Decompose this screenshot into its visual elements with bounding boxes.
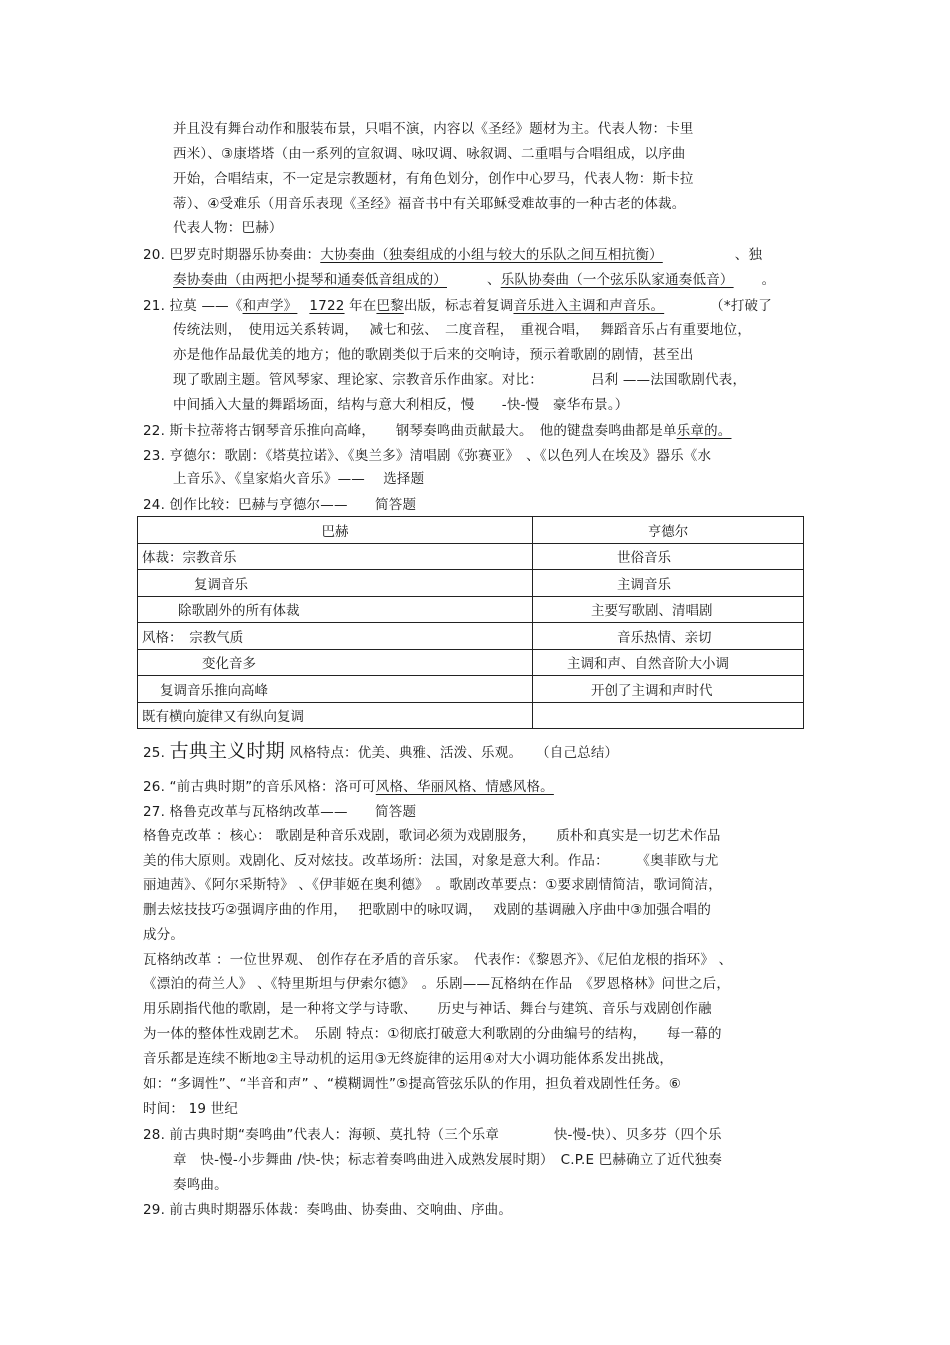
table-row <box>138 570 804 597</box>
text-line: 开始，合唱结束，不一定是宗教题材，有角色划分，创作中心罗马，代表人物：斯卡拉 <box>173 171 694 187</box>
item-22-text: 22. 斯卡拉蒂将古钢琴音乐推向高峰， 钢琴奏鸣曲贡献最大。 他的键盘奏鸣曲都是单 <box>143 423 677 439</box>
table-row <box>138 676 804 703</box>
text-line: 29. 前古典时期器乐体裁：奏鸣曲、协奏曲、交响曲、序曲。 <box>143 1202 513 1218</box>
table-cell: 开创了主调和声时代 <box>533 676 804 703</box>
table-cell: 世俗音乐 <box>533 543 804 570</box>
comparison-table <box>137 516 804 729</box>
table-cell <box>533 702 804 729</box>
text-line: 丽迪茜》、《阿尔采斯特》 、《伊菲姬在奥利德》 。歌剧改革要点：①要求剧情简洁，歌词简洁， <box>143 877 722 893</box>
text-line: 中间插入大量的舞蹈场面，结构与意大利相反，慢 -快-慢 豪华布景。） <box>173 397 629 413</box>
table-header-row <box>138 517 804 544</box>
text-line: 并且没有舞台动作和服装布景，只唱不演，内容以《圣经》题材为主。代表人物：卡里 <box>173 121 694 137</box>
table-cell: 主调和声、自然音阶大小调 <box>533 649 804 676</box>
item-20-underlined-2: 奏协奏曲（由两把小提琴和通奏低音组成的） <box>173 272 447 288</box>
item-24-heading: 24. 创作比较：巴赫与亨德尔—— 简答题 <box>143 497 417 513</box>
table-cell: 风格： 宗教气质 <box>138 623 533 650</box>
text-line: 章 快-慢-小步舞曲 /快-快；标志着奏鸣曲进入成熟发展时期） C.P.E 巴赫确立了近代独奏 <box>173 1152 722 1168</box>
table-row <box>138 596 804 623</box>
underline-blank <box>664 297 702 315</box>
table-cell: 既有横向旋律又有纵向复调 <box>138 702 533 729</box>
item-20-line1 <box>143 246 762 264</box>
text-line: 23. 亨德尔：歌剧：《塔莫拉诺》、《奥兰多》清唱剧《弥赛亚》 、《以色列人在埃及》器乐《水 <box>143 448 712 464</box>
table-row <box>138 649 804 676</box>
table-row <box>138 623 804 650</box>
table-cell: 除歌剧外的所有体裁 <box>138 596 533 623</box>
item-21-underlined: 音乐进入主调和声音乐。 <box>513 298 665 314</box>
item-25-number: 25. <box>143 745 170 761</box>
item-21-line1 <box>143 297 772 315</box>
table-cell: 变化音多 <box>138 649 533 676</box>
table-cell: 主调音乐 <box>533 570 804 597</box>
text-line: 用乐剧指代他的歌剧，是一种将文学与诗歌、 历史与神话、舞台与建筑、音乐与戏剧创作融 <box>143 1001 712 1017</box>
item-21-book: 和声学》 <box>242 298 298 314</box>
item-22 <box>143 422 731 440</box>
text-line: 上音乐》、《皇家焰火音乐》—— 选择题 <box>173 471 425 487</box>
text-line: 28. 前古典时期“奏鸣曲”代表人：海顿、莫扎特（三个乐章 快-慢-快）、贝多芬（四个乐 <box>143 1127 722 1143</box>
table-header-handel: 亨德尔 <box>533 517 804 544</box>
table-cell: 复调音乐推向高峰 <box>138 676 533 703</box>
item-21-text-2: 出版，标志着复调 <box>403 298 514 314</box>
item-20-separator: 、 <box>487 272 501 288</box>
item-25-text: 风格特点：优美、典雅、活泼、乐观。 （自己总结） <box>284 745 619 761</box>
text-line: 亦是他作品最优美的地方；他的歌剧类似于后来的交响诗，预示着歌剧的剧情，甚至出 <box>173 347 694 363</box>
table-cell: 音乐热情、亲切 <box>533 623 804 650</box>
table-cell: 主要写歌剧、清唱剧 <box>533 596 804 623</box>
item-26 <box>143 778 594 796</box>
text-line: 美的伟大原则。戏剧化、反对炫技。改革场所：法国，对象是意大利。作品： 《奥菲欧与尤 <box>143 853 719 869</box>
text-line: 音乐都是连续不断地②主导动机的运用③无终旋律的运用④对大小调功能体系发出挑战， <box>143 1051 674 1067</box>
text-line: 西米）、③康塔塔（由一系列的宣叙调、咏叹调、咏叙调、二重唱与合唱组成，以序曲 <box>173 146 686 162</box>
text-line: 现了歌剧主题。管风琴家、理论家、宗教音乐作曲家。对比： 吕利 ——法国歌剧代表， <box>173 372 747 388</box>
text-line: 瓦格纳改革 ：一位世界观、 创作存在矛盾的音乐家。 代表作：《黎恩齐》、《尼伯龙根的指环》 、 <box>143 952 733 968</box>
item-27-heading: 27. 格鲁克改革与瓦格纳改革—— 简答题 <box>143 804 417 820</box>
text-line: 如：“多调性”、“半音和声” 、“模糊调性”⑤提高管弦乐队的作用，担负着戏剧性任务。⑥ <box>143 1076 682 1092</box>
table-row <box>138 543 804 570</box>
item-25 <box>143 739 618 765</box>
table-row <box>138 702 804 729</box>
item-22-underlined: 乐章的。 <box>676 423 732 439</box>
item-20-suffix: 、独 <box>734 247 763 263</box>
underline-blank <box>554 778 594 796</box>
table-header-bach: 巴赫 <box>138 517 533 544</box>
text-line: 《漂泊的荷兰人》 、《特里斯坦与伊索尔德》 。乐剧——瓦格纳在作品 《罗恩格林》问世之后， <box>143 976 731 992</box>
item-20-line2 <box>173 271 775 289</box>
item-21-city: 巴黎 <box>376 298 404 314</box>
text-line: 传统法则， 使用远关系转调， 减七和弦、 二度音程， 重视合唱， 舞蹈音乐占有重要地位， <box>173 322 752 338</box>
item-20-underlined-3: 乐队协奏曲（一个弦乐队家通奏低音） <box>500 272 734 288</box>
item-20-prefix: 20. 巴罗克时期器乐协奏曲： <box>143 247 321 263</box>
text-line: 格鲁克改革 ：核心： 歌剧是种音乐戏剧，歌词必须为戏剧服务， 质朴和真实是一切艺术作品 <box>143 828 721 844</box>
text-line: 成分。 <box>143 927 185 943</box>
item-21-suffix: （*打破了 <box>710 298 772 314</box>
section-title: 古典主义时期 <box>169 740 285 762</box>
item-21-text: 年在 <box>344 298 377 314</box>
item-20-end: 。 <box>761 272 776 288</box>
text-line: 为一体的整体性戏剧艺术。 乐剧 特点：①彻底打破意大利歌剧的分曲编号的结构， 每一幕的 <box>143 1026 722 1042</box>
item-21-prefix: 21. 拉莫 ——《 <box>143 298 243 314</box>
text-line: 时间： 19 世纪 <box>143 1101 239 1117</box>
text-line: 奏鸣曲。 <box>173 1177 228 1193</box>
item-20-underlined: 大协奏曲（独奏组成的小组与较大的乐队之间互相抗衡） <box>320 247 663 263</box>
text-line: 删去炫技技巧②强调序曲的作用， 把歌剧中的咏叹调， 戏剧的基调融入序曲中③加强合唱的 <box>143 902 712 918</box>
table-cell: 体裁：宗教音乐 <box>138 543 533 570</box>
item-26-underlined: 风格、华丽风格、情感风格。 <box>375 779 554 795</box>
item-26-text: 26. “前古典时期”的音乐风格：洛可可 <box>143 779 376 795</box>
text-line: 蒂）、④受难乐（用音乐表现《圣经》福音书中有关耶稣受难故事的一种古老的体裁。 <box>173 196 686 212</box>
text-line: 代表人物：巴赫） <box>173 220 283 236</box>
item-21-year: 1722 <box>309 298 345 314</box>
table-cell: 复调音乐 <box>138 570 533 597</box>
